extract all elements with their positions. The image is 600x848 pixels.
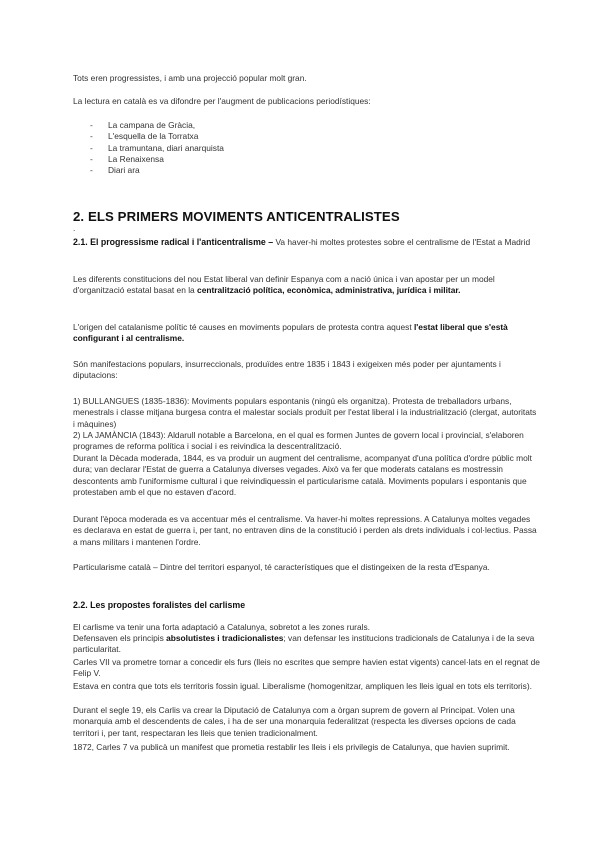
subsection-2-1-intro: Va haver-hi moltes protestes sobre el centralisme de l'Estat a Madrid [273, 237, 531, 247]
section-2-title: 2. ELS PRIMERS MOVIMENTS ANTICENTRALISTES [73, 209, 400, 224]
paragraph-epoca-moderada: Durant l'època moderada es va accentuar més el centralisme. Va haver-hi moltes repressions. A Catalunya moltes vegades es declarava en estat de guerra i, per tant, no entraven dins de la constitució i perden als drets individuals i col·lectius. Passa a mans militars i mantenen l'ordre. [73, 514, 537, 547]
subsection-2-1 [73, 236, 540, 248]
paragraph-constitutions: Les diferents constitucions del nou Estat liberal van definir Espanya com a nació única i van apostar per un model d'organització estatal basat en la centralització política, econòmica, administrativa, jurídica i militar. [73, 274, 495, 296]
subsection-2-1-heading: 2.1. El progressisme radical i l'anticentralisme – [73, 237, 274, 247]
stray-dot: . [73, 223, 76, 233]
paragraph-jamancia: 2) LA JAMÀNCIA (1843): Aldarull notable a Barcelona, en el qual es formen Juntes de govern local i provincial, s'elaboren programes de reforma política i social i es reivindica la descentralització. [73, 430, 524, 452]
paragraph-decada-moderada: Durant la Dècada moderada, 1844, es va produir un augment del centralisme, acompanyat d'una política d'ordre públic molt dura; van declarar l'Estat de guerra a Catalunya diverses vegades. Això va fer que moderats catalans es mostressin descontents amb l'uniformisme cultural i que reivindiquessin el particularisme català. Moviments populars i espontanis que protestaben amb el que no estaven d'acord. [73, 453, 532, 498]
carlisme-line-6: 1872, Carles 7 va publicà un manifest que prometia restablir les lleis i els privilegis de Catalunya, que havien suprimit. [73, 742, 510, 752]
carlisme-line-2: Defensaven els principis absolutistes i tradicionalistes; van defensar les institucions tradicionals de Catalunya i de la seva particularitat. [73, 633, 535, 655]
paragraph-bullangues: 1) BULLANGUES (1835-1836): Moviments populars espontanis (ningú els organitza). Protesta de treballadors urbans, menestrals i classe mitjana burgesa contra el malestar socials produït per l'estat liberal i la industrialització (clergat, autoritats i màquines) [73, 396, 537, 429]
carlisme-line-1: El carlisme va tenir una forta adaptació a Catalunya, sobretot a les zones rurals. [73, 622, 371, 632]
intro-paragraph-2: La lectura en català es va difondre per l'augment de publicacions periodístiques: [73, 96, 371, 106]
paragraph-manifestations: Són manifestacions populars, insurreccionals, produïdes entre 1835 i 1843 i exigeixen més poder per ajuntaments i diputacions: [73, 359, 501, 381]
carlisme-line-5: Durant el segle 19, els Carlis va crear la Diputació de Catalunya com a òrgan suprem de govern al Principat. Volen una monarquia amb el descendents de cales, i ha de ser una monarquia federalitzat (respecta les diverses opcions de cada territori i, per tant, respectaran les lleis que tenien tradicionalment. [73, 705, 516, 738]
paragraph-particularisme: Particularisme català – Dintre del territori espanyol, té característiques que el distingeixen de la resta d'Espanya. [73, 562, 490, 572]
carlisme-line-3: Carles VII va prometre tornar a concedir els furs (lleis no escrites que sempre havien estat vigents) cancel·lats en el regnat de Felip V. [73, 657, 540, 679]
paragraph-origin: L'origen del catalanisme polític té causes en moviments populars de protesta contra aquest l'estat liberal que s'està configurant i al centralisme. [73, 322, 508, 344]
list-item: - Diari ara [90, 165, 140, 176]
subsection-2-2-heading: 2.2. Les propostes foralistes del carlisme [73, 600, 246, 610]
list-item: - L'esquella de la Torratxa [90, 131, 199, 142]
list-item: - La campana de Gràcia, [90, 120, 196, 130]
list-item: - La Renaixensa [90, 153, 164, 164]
carlisme-line-4: Estava en contra que tots els territoris fossin igual. Liberalisme (homogenitzar, ampliquen les lleis igual en tots els territoris). [73, 681, 532, 691]
newspaper-list [73, 120, 540, 176]
intro-paragraph-1: Tots eren progressistes, i amb una projecció popular molt gran. [73, 73, 307, 83]
list-item: - La tramuntana, diari anarquista [90, 142, 224, 153]
